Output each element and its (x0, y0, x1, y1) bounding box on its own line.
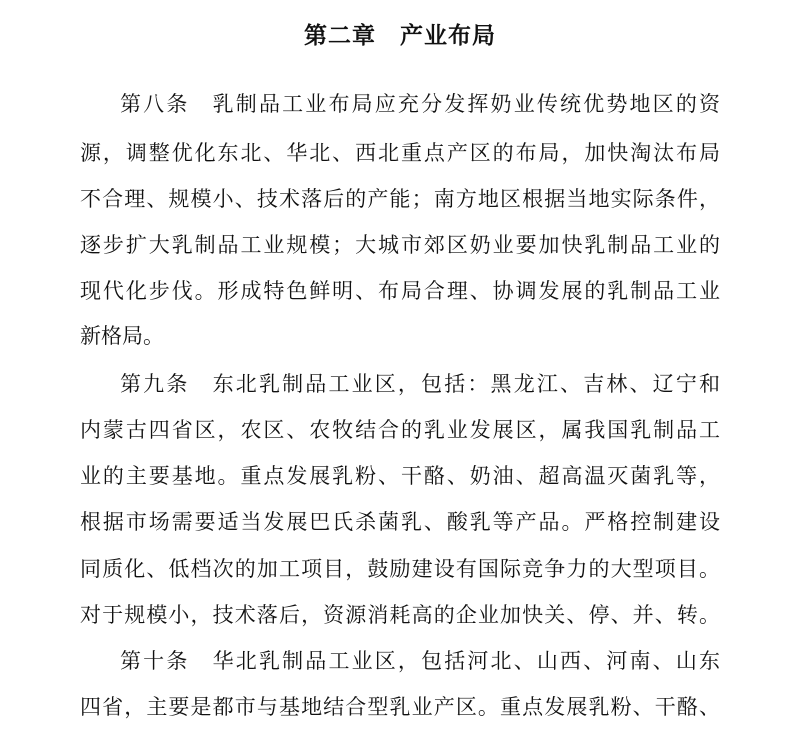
article-10-line-1: 第十条 华北乳制品工业区，包括河北、山西、河南、山东 (120, 649, 720, 673)
article-8-line-5: 现代化步伐。形成特色鲜明、布局合理、协调发展的乳制品工业 (80, 279, 720, 303)
article-9-line-3: 业的主要基地。重点发展乳粉、干酪、奶油、超高温灭菌乳等， (80, 464, 720, 488)
article-9-line-6: 对于规模小，技术落后，资源消耗高的企业加快关、停、并、转。 (80, 603, 720, 627)
article-9-line-4: 根据市场需要适当发展巴氏杀菌乳、酸乳等产品。严格控制建设 (80, 510, 720, 534)
article-8-line-1: 第八条 乳制品工业布局应充分发挥奶业传统优势地区的资 (120, 92, 720, 116)
article-8-line-2: 源，调整优化东北、华北、西北重点产区的布局，加快淘汰布局 (80, 141, 720, 165)
article-10-line-2: 四省，主要是都市与基地结合型乳业产区。重点发展乳粉、干酪、 (80, 695, 720, 719)
article-9-line-2: 内蒙古四省区，农区、农牧结合的乳业发展区，属我国乳制品工 (80, 418, 720, 442)
chapter-title: 第二章 产业布局 (304, 23, 496, 49)
article-8-line-4: 逐步扩大乳制品工业规模；大城市郊区奶业要加快乳制品工业的 (80, 233, 720, 257)
article-9-line-5: 同质化、低档次的加工项目，鼓励建设有国际竞争力的大型项目。 (80, 557, 720, 581)
article-9-line-1: 第九条 东北乳制品工业区，包括：黑龙江、吉林、辽宁和 (120, 372, 720, 396)
article-8-line-3: 不合理、规模小、技术落后的产能；南方地区根据当地实际条件， (80, 187, 720, 211)
article-8-line-6: 新格局。 (80, 324, 164, 348)
